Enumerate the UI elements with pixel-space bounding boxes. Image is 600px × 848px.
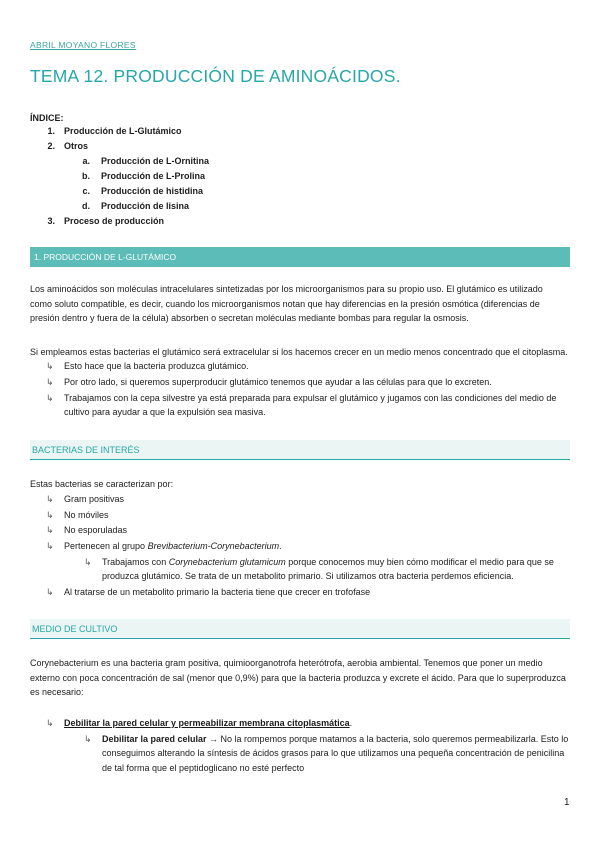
subdirectory-arrow-icon: ↳: [46, 393, 54, 403]
section-heading-bacterias: BACTERIAS DE INTERÉS: [30, 440, 570, 460]
subdirectory-arrow-icon: ↳: [84, 734, 92, 744]
list-item-continuation: de tal forma que el peptidoglicano no esté perfecto: [102, 763, 305, 773]
subdirectory-arrow-icon: ↳: [84, 557, 92, 567]
section1-paragraph: Los aminoácidos son moléculas intracelulares sintetizadas por los microorganismos para su propio uso. El glutámico es utilizado como soluto compatible, es decir, cuando los microorganismos notan que hay diferencias en la presión osmótica (diferencias de presión dentro y fuera de la célula) absorben o secretan moléculas mediante bombas para regular la osmosis.: [30, 284, 543, 323]
index-label: ÍNDICE:: [30, 113, 64, 123]
page-number: 1: [564, 797, 570, 808]
subdirectory-arrow-icon: ↳: [46, 525, 54, 535]
list-item-continuation: cultivo para ayudar a que la expulsión sea masiva.: [64, 407, 266, 417]
subdirectory-arrow-icon: ↳: [46, 377, 54, 387]
subdirectory-arrow-icon: ↳: [46, 494, 54, 504]
subdirectory-arrow-icon: ↳: [46, 541, 54, 551]
section1-paragraph-2: Si empleamos estas bacterias el glutámico será extracelular si los hacemos crecer en un medio menos concentrado que el citoplasma.: [30, 347, 568, 357]
list-item-continuation: conseguimos alterando la síntesis de ácidos grasos para lo que utilizamos una pequeña concentración de penicilina: [102, 748, 565, 758]
list-item-continuation: produzca glutámico. Se trata de un metabolito primario. Si utilizamos otra bacteria perdemos eficiencia.: [102, 571, 514, 581]
section3-paragraph: Corynebacterium es una bacteria gram positiva, quimioorganotrofa heterótrofa, aerobia ambiental. Tenemos que poner un medio externo con poca concentración de sal (menor que 0,9%) para que la bacteria produzca y excrete el ácido. Para que lo superproduzca es necesario:: [30, 658, 566, 697]
subdirectory-arrow-icon: ↳: [46, 718, 54, 728]
document-page: ABRIL MOYANO FLORES TEMA 12. PRODUCCIÓN DE AMINOÁCIDOS. ÍNDICE: 1. Producción de L-Glutámico 2. Otros a. Producción de L-Ornitina b. Producción de L-Prolina c. Producción de histidina d. Producción de lisina 3. Proceso de producción 1. PRODUCCIÓN DE L-GLUTÁMICO Los aminoácidos son moléculas intracelulares sintetizadas por los microorganismos para su propio uso. El glutámico es utilizado como soluto compatible, es decir, cuando los microorganismos notan que hay diferencias en la presión osmótica (diferencias de presión dentro y fuera de la célula) absorben o secretan moléculas mediante bombas para regular la osmosis. Si empleamos estas bacterias el glutámico será extracelular si los hacemos crecer en un medio menos concentrado que el citoplasma. ↳ Esto hace que la bacteria produzca glutámico. ↳ Por otro lado, si queremos superproducir glutámico tenemos que ayudar a las células para que lo excreten. ↳ Trabajamos con la cepa silvestre ya está preparada para expulsar el glutámico y jugamos con las condiciones del medio de cultivo para ayudar a que la expulsión sea masiva. BACTERIAS DE INTERÉS Estas bacterias se caracterizan por: ↳ Gram positivas ↳ No móviles ↳ No esporuladas ↳ Pertenecen al grupo Brevibacterium-Corynebacterium. ↳ Trabajamos con Corynebacterium glutamicum porque conocemos muy bien cómo modificar el medio para que se produzca glutámico. Se trata de un metabolito primario. Si utilizamos otra bacteria perdemos eficiencia. ↳ Al tratarse de un metabolito primario la bacteria tiene que crecer en trofofase MEDIO DE CULTIVO Corynebacterium es una bacteria gram positiva, quimioorganotrofa heterótrofa, aerobia ambiental. Tenemos que poner un medio externo con poca concentración de sal (menor que 0,9%) para que la bacteria produzca y excrete el ácido. Para que lo superproduzca es necesario: ↳ Debilitar la pared celular y permeabilizar membrana citoplasmática. ↳ Debilitar la pared celular → No la rompemos porque matamos a la bacteria, solo queremos permeabilizarla. Esto lo conseguimos alterando la síntesis de ácidos grasos para lo que utilizamos una pequeña concentración de penicilina de tal forma que el peptidoglicano no esté perfecto 1: [30, 40, 570, 808]
author-name: ABRIL MOYANO FLORES: [30, 40, 136, 50]
subdirectory-arrow-icon: ↳: [46, 361, 54, 371]
subdirectory-arrow-icon: ↳: [46, 587, 54, 597]
section2-intro: Estas bacterias se caracterizan por:: [30, 479, 174, 489]
section-heading-medio-cultivo: MEDIO DE CULTIVO: [30, 619, 570, 639]
subdirectory-arrow-icon: ↳: [46, 510, 54, 520]
page-title: TEMA 12. PRODUCCIÓN DE AMINOÁCIDOS.: [30, 66, 401, 86]
section-banner-glutamico: 1. PRODUCCIÓN DE L-GLUTÁMICO: [30, 247, 570, 267]
